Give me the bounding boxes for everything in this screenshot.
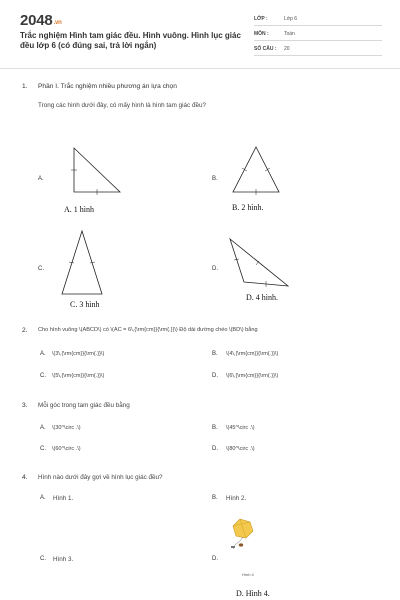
- meta-count: [254, 45, 382, 56]
- meta-class: [254, 15, 382, 26]
- site-logo[interactable]: [20, 12, 62, 29]
- meta-label: MÔN :: [254, 31, 269, 37]
- option-text[interactable]: \(5\,{\rm{cm}}{\rm{.}}\): [52, 373, 105, 379]
- option-text[interactable]: \(6\,{\rm{cm}}{\rm{.}}\): [226, 373, 279, 379]
- meta-label: LỚP :: [254, 16, 268, 22]
- logo-text: 2048: [20, 12, 53, 29]
- equilateral-triangle-figure: [228, 144, 284, 196]
- right-triangle-figure: [62, 145, 124, 197]
- option-label[interactable]: A.: [40, 425, 46, 431]
- question-text: Trong các hình dưới đây, có mấy hình là hình tam giác đều?: [38, 102, 206, 109]
- question-number: 3.: [22, 402, 28, 409]
- option-text[interactable]: Hình 2.: [226, 495, 247, 502]
- option-label[interactable]: B.: [212, 425, 218, 431]
- option-label[interactable]: B.: [212, 351, 218, 357]
- option-text[interactable]: \(30^\circ .\): [52, 425, 81, 431]
- option-label[interactable]: A.: [38, 176, 44, 182]
- meta-value: 20: [284, 46, 290, 52]
- option-caption: D. 4 hình.: [246, 293, 278, 302]
- question-number: 1.: [22, 83, 28, 90]
- option-text[interactable]: Hình 3.: [53, 556, 74, 563]
- option-text[interactable]: \(4\,{\rm{cm}}{\rm{.}}\): [226, 351, 279, 357]
- option-text[interactable]: Hình 1.: [53, 495, 74, 502]
- option-label[interactable]: D.: [212, 556, 218, 562]
- option-label[interactable]: C.: [40, 373, 46, 379]
- question-text: Hình nào dưới đây gợi về hình lục giác đều?: [38, 474, 163, 481]
- kite-picture: [226, 516, 262, 552]
- option-caption: C. 3 hình: [70, 300, 100, 309]
- option-text[interactable]: \(80^\circ .\): [226, 446, 255, 452]
- option-label[interactable]: D.: [212, 373, 218, 379]
- section-heading: Phần I. Trắc nghiệm nhiều phương án lựa chọn: [38, 83, 177, 90]
- scalene-triangle-figure: [226, 236, 292, 290]
- isosceles-triangle-figure: [56, 228, 108, 298]
- option-label[interactable]: D.: [212, 266, 218, 272]
- option-text[interactable]: \(60^\circ .\): [52, 446, 81, 452]
- option-text[interactable]: \(45^\circ .\): [226, 425, 255, 431]
- option-caption: B. 2 hình.: [232, 203, 264, 212]
- option-label[interactable]: C.: [40, 556, 46, 562]
- option-label[interactable]: D.: [212, 446, 218, 452]
- question-number: 4.: [22, 474, 28, 481]
- header: [0, 0, 400, 69]
- logo-suffix: .vn: [53, 20, 62, 26]
- meta-label: SỐ CÂU :: [254, 46, 277, 52]
- option-label[interactable]: C.: [38, 266, 44, 272]
- option-caption: D. Hình 4.: [236, 589, 270, 598]
- option-label[interactable]: A.: [40, 495, 46, 501]
- option-caption: A. 1 hình: [64, 205, 94, 214]
- question-text: Cho hình vuông \(ABCD\) có \(AC = 6\,{\rm{cm}}{\rm{.}}\) Độ dài đường chéo \(BD\) bằng: [38, 327, 258, 333]
- option-label[interactable]: C.: [40, 446, 46, 452]
- page-title: Trắc nghiệm Hình tam giác đều. Hình vuông. Hình lục giác đều lớp 6 (có đúng sai, trả lời ngắn): [20, 31, 241, 50]
- meta-value: Toán: [284, 31, 295, 37]
- option-label[interactable]: B.: [212, 495, 218, 501]
- option-label[interactable]: A.: [40, 351, 46, 357]
- figure-caption: Hình 4: [242, 572, 254, 577]
- meta-value: Lớp 6: [284, 16, 298, 22]
- option-text[interactable]: \(3\,{\rm{cm}}{\rm{.}}\): [52, 351, 105, 357]
- question-text: Mỗi góc trong tam giác đều bằng: [38, 402, 130, 409]
- question-number: 2.: [22, 327, 28, 334]
- option-label[interactable]: B.: [212, 176, 218, 182]
- meta-subject: [254, 30, 382, 41]
